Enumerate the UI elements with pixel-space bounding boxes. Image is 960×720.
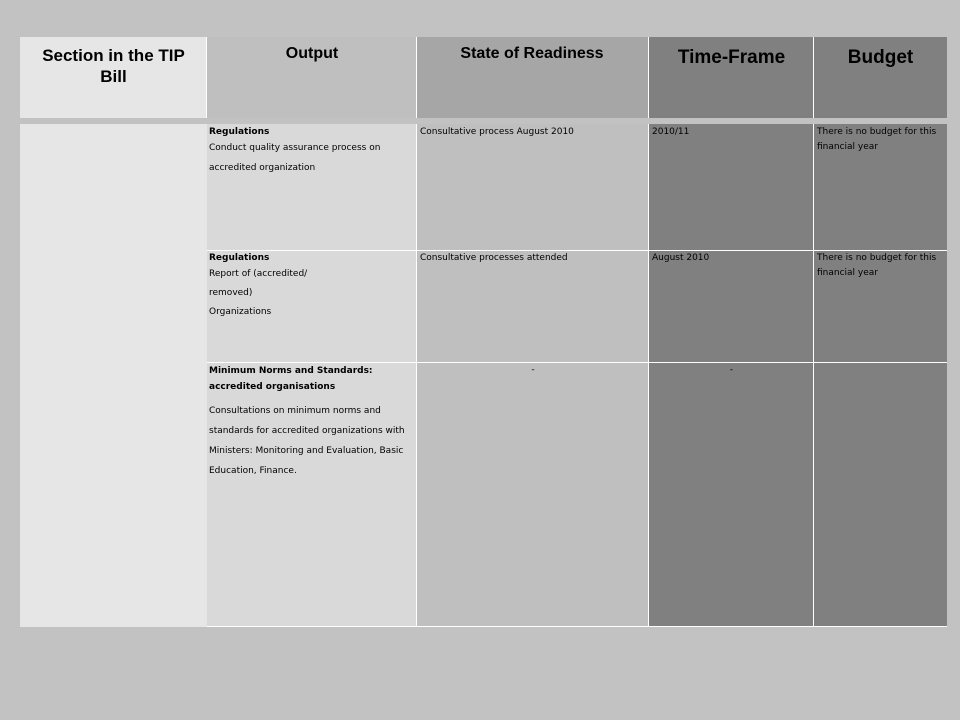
header-budget-cell (814, 37, 947, 118)
row-3-output-title: Minimum Norms and Standards: accredited organisations (209, 366, 373, 392)
row-1-timeframe: 2010/11 (652, 127, 690, 137)
header-section-label: Section in the TIP Bill (42, 46, 185, 86)
row-1-output-title: Regulations (209, 127, 270, 137)
budget-column (814, 124, 947, 627)
row-1-budget: There is no budget for this financial year (817, 127, 937, 152)
grid-line (207, 626, 947, 627)
table-row (209, 251, 415, 322)
header-readiness-label: State of Readiness (460, 45, 604, 62)
row-1-output-body: Conduct quality assurance process on accredited organization (209, 143, 381, 173)
row-2-timeframe: August 2010 (652, 253, 710, 263)
table-row (209, 125, 415, 178)
row-2-output-line-1: Report of (accredited/ (209, 269, 308, 279)
header-output-cell (207, 37, 417, 118)
header-output-label: Output (285, 45, 339, 62)
header-timeframe-cell (649, 37, 814, 118)
row-2-output-line-3: Organizations (209, 307, 272, 317)
section-column (20, 124, 207, 627)
header-section-cell (20, 37, 207, 118)
row-2-readiness: Consultative processes attended (420, 253, 568, 263)
row-3-timeframe: - (729, 365, 734, 375)
header-timeframe-label: Time-Frame (677, 47, 786, 68)
row-3-output-body: Consultations on minimum norms and standards for accredited organizations with Ministers: Monitoring and Evaluation, Basic Education, Finance. (209, 406, 405, 476)
row-2-output-title: Regulations (209, 253, 270, 263)
table-row (209, 363, 413, 481)
row-3-readiness: - (531, 365, 535, 375)
row-2-output-line-2: removed) (209, 288, 253, 298)
row-2-budget: There is no budget for this financial year (817, 253, 937, 278)
row-1-readiness: Consultative process August 2010 (420, 127, 574, 137)
header-budget-label: Budget (847, 47, 914, 68)
header-readiness-cell (417, 37, 649, 118)
